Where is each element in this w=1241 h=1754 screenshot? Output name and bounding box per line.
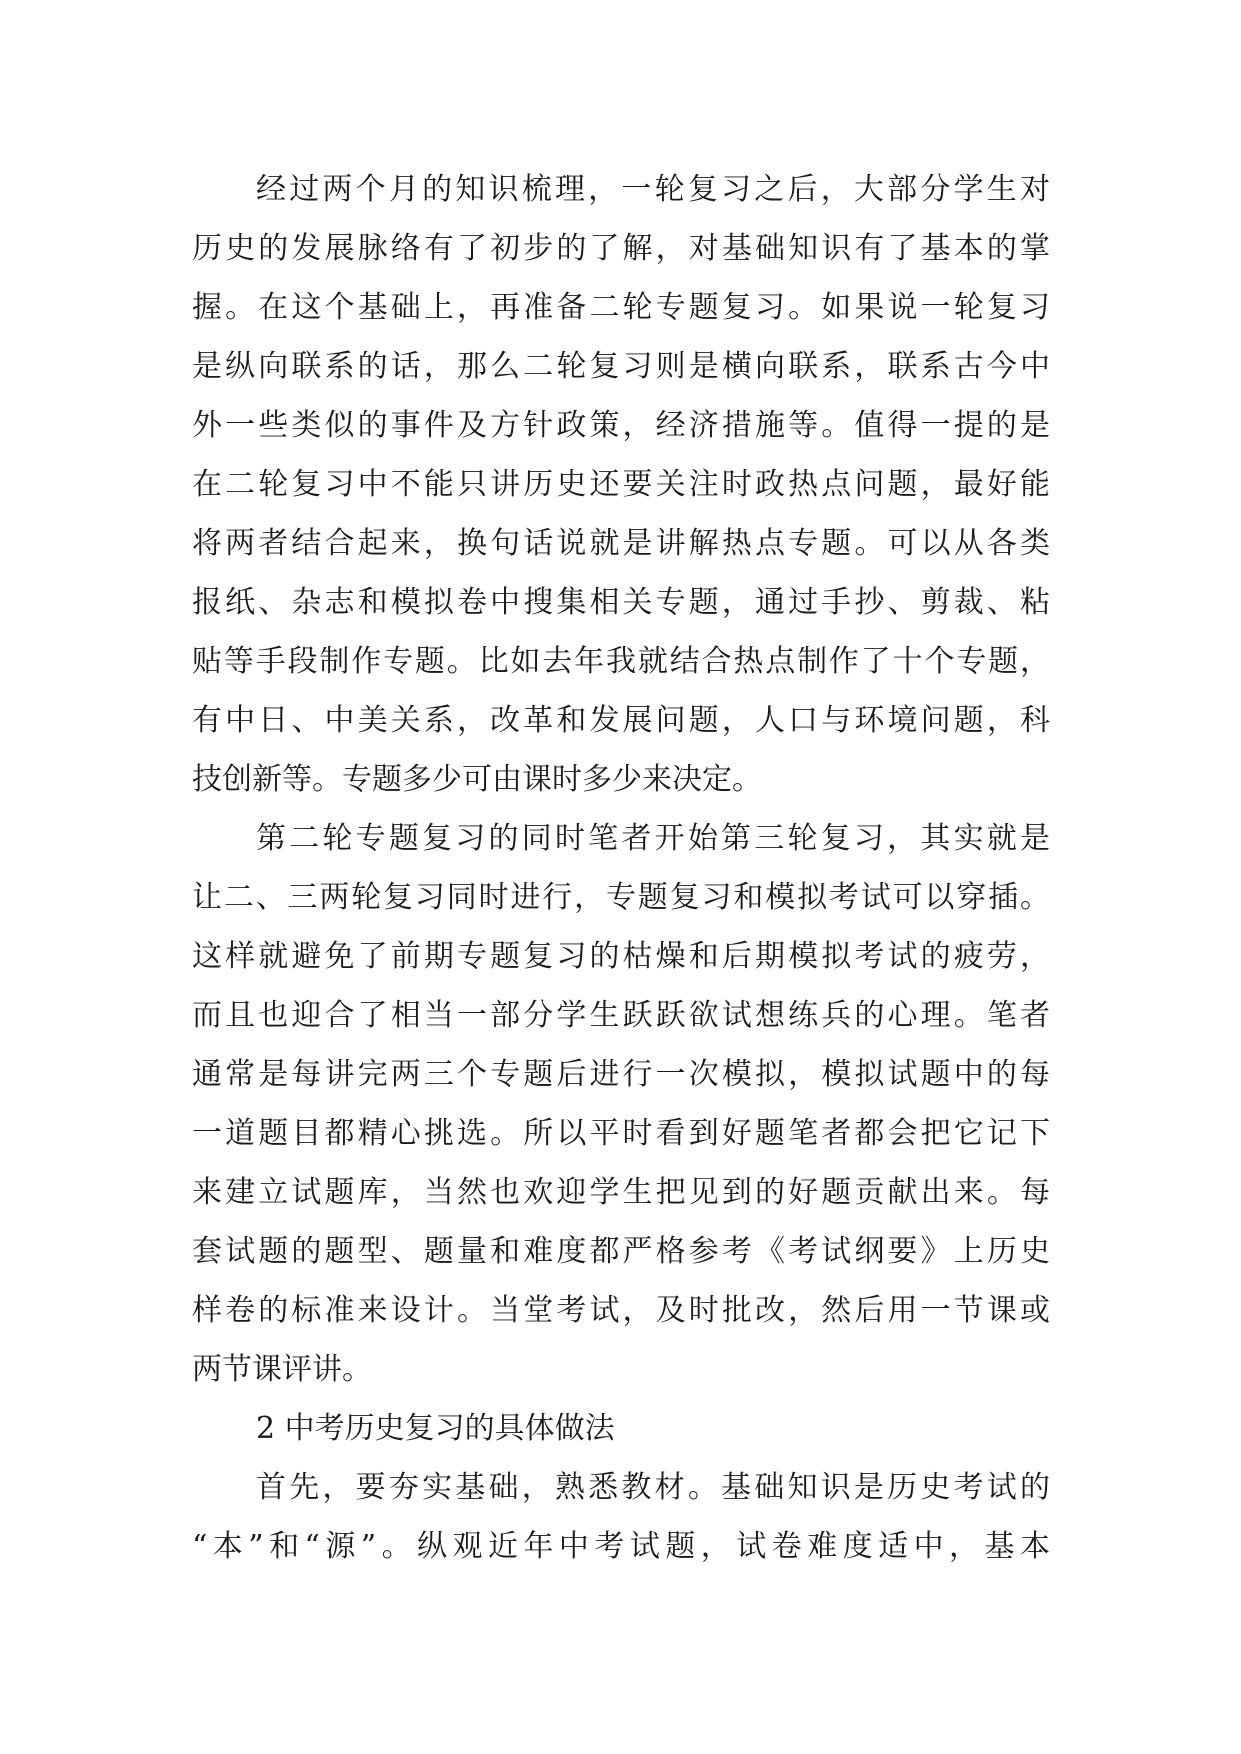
paragraph-line: 有中日、中美关系，改革和发展问题，人口与环境问题，科 (192, 703, 1050, 738)
paragraph-line: 外一些类似的事件及方针政策，经济措施等。值得一提的是 (192, 408, 1050, 443)
paragraph-line: 套试题的题型、题量和难度都严格参考《考试纲要》上历史 (192, 1234, 1050, 1269)
paragraph-line: 第二轮专题复习的同时笔者开始第三轮复习，其实就是 (256, 821, 1050, 856)
paragraph-line: 而且也迎合了相当一部分学生跃跃欲试想练兵的心理。笔者 (192, 998, 1050, 1033)
paragraph-line: 一道题目都精心挑选。所以平时看到好题笔者都会把它记下 (192, 1116, 1050, 1151)
paragraph-line: 是纵向联系的话，那么二轮复习则是横向联系，联系古今中 (192, 349, 1050, 384)
paragraph-line: 贴等手段制作专题。比如去年我就结合热点制作了十个专题， (192, 644, 1050, 679)
paragraph-line: 报纸、杂志和模拟卷中搜集相关专题，通过手抄、剪裁、粘 (192, 585, 1050, 620)
paragraph-line: 经过两个月的知识梳理，一轮复习之后，大部分学生对 (256, 172, 1050, 207)
paragraph-line: 握。在这个基础上，再准备二轮专题复习。如果说一轮复习 (192, 290, 1050, 325)
paragraph-line: 在二轮复习中不能只讲历史还要关注时政热点问题，最好能 (192, 467, 1050, 502)
paragraph-line: “本”和“源”。纵观近年中考试题，试卷难度适中，基本 (192, 1529, 1050, 1564)
paragraph-line: 这样就避免了前期专题复习的枯燥和后期模拟考试的疲劳， (192, 939, 1050, 974)
paragraph-line: 来建立试题库，当然也欢迎学生把见到的好题贡献出来。每 (192, 1175, 1050, 1210)
paragraph-line: 通常是每讲完两三个专题后进行一次模拟，模拟试题中的每 (192, 1057, 1050, 1092)
paragraph-line: 技创新等。专题多少可由课时多少来决定。 (192, 762, 762, 797)
document-body (192, 160, 1050, 1576)
section-heading: 2 中考历史复习的具体做法 (256, 1411, 615, 1446)
paragraph-line: 将两者结合起来，换句话说就是讲解热点专题。可以从各类 (192, 526, 1050, 561)
paragraph-line: 历史的发展脉络有了初步的了解，对基础知识有了基本的掌 (192, 231, 1050, 266)
paragraph-line: 两节课评讲。 (192, 1352, 372, 1387)
paragraph-line: 样卷的标准来设计。当堂考试，及时批改，然后用一节课或 (192, 1293, 1050, 1328)
paragraph-line: 让二、三两轮复习同时进行，专题复习和模拟考试可以穿插。 (192, 880, 1050, 915)
paragraph-line: 首先，要夯实基础，熟悉教材。基础知识是历史考试的 (256, 1470, 1050, 1505)
